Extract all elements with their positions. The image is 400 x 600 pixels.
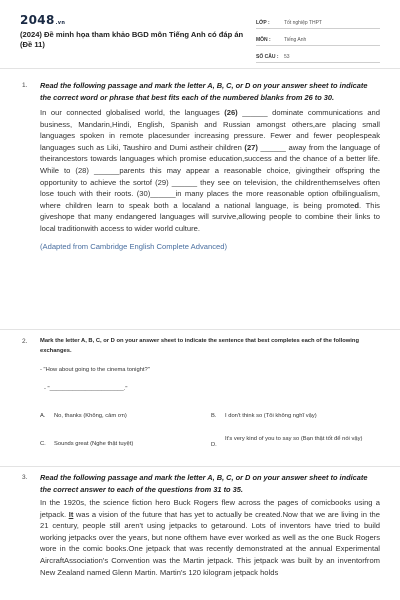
passage-bold-letter: d [354,200,360,210]
section-divider [0,329,400,330]
blank-27: (27) [244,142,258,152]
document-meta [256,14,380,65]
question-instruction: Mark the letter A, B, C, or D on your answer sheet to indicate the sentence that best completes each of the following exchanges. [40,338,359,354]
exchange-response: - "_______________________." [44,386,128,392]
meta-value: Tiếng Anh [284,37,307,43]
question-body [40,337,380,394]
passage-text: ______ dominate communications and business, Mandarin,Hindi, English, Spanish and Russian amongst others,are placing small languages spoken in remote placesunder increasing pressure. Fewer and fewer peoplespeak languages such as Liki, Taushiro and Dumi astheir children [40,108,380,152]
passage-text: . This giveshope that many endangered languages will survive,allowing people to combine their links to local traditionwith access to wider world culture. [40,200,380,233]
passage-text: In our connected globalised world, the languages [40,108,225,117]
passage-text: was a vision of the future that has yet to actually be created.Now that we are living in the 21 century, people still aren't using jetpacks to getaround. Lots of inventors have tried to build working jetpacks over the years, but none ofthem have ever worked as well as the one Buck Rogers wore in the comic books.One jetpack that was recently demonstrated at the annual Experimental AircraftAssociation's Convention was the Martin jetpack. This jetpack was built by an inventorfrom New Zealand named Glenn Martin. Martin's 120 kilogram jetpack holds [40,509,381,577]
option-letter: A. [40,413,46,419]
meta-row-subject [256,31,380,46]
logo-main: 2048 [20,13,55,27]
reading-passage [40,497,380,578]
option-text: I don't think so (Tôi không nghĩ vậy) [225,413,317,419]
question-instruction: Read the following passage and mark the letter A, B, C, or D on your answer sheet to indicate the correct answer to each of the questions from 31 to 35. [40,473,368,494]
underlined-word: It [68,509,74,519]
passage-source: (Adapted from Cambridge English Complete Advanced) [40,241,227,251]
exchange-prompt: - "How about going to the cinema tonight?" [40,367,150,373]
option-text: No, thanks (Không, cảm ơn) [54,413,127,419]
meta-row-count [256,48,380,63]
page-header [0,0,400,60]
option-letter: B. [211,413,217,419]
section-divider [0,466,400,467]
passage-text: ______ away from the language of theirancestors towards languages which promise education,success and the chance of a better life. While to (28) ______parents this may appear a reasonable choice, givingtheir offspring the opportunity to achieve the sortof (29) ______ they see on television, the childrenthemselves often lose touch with their roots. (30)______in many places the more reasonable option ofbilingualism, where children learn to speak both a localand a national language, is being promote [40,142,380,210]
section-divider [0,68,400,69]
question-number: 1. [22,82,28,89]
option-text: It's very kind of you to say so (Bạn thật tốt để nói vậy) [225,436,363,442]
reading-passage [40,107,380,235]
option-letter: C. [40,441,46,447]
passage-text: In the 1920s, the science fiction hero Buck Rogers flew across the pages of comicbooks using a jetpack. [40,498,380,519]
question-body [40,472,380,578]
question-number: 2. [22,338,28,345]
meta-label: MÔN : [256,37,271,43]
option-letter: D. [211,442,217,448]
logo-suffix: .vn [55,20,66,26]
meta-value: Tốt nghiệp THPT [284,20,322,26]
meta-row-class [256,14,380,29]
option-d[interactable] [211,434,381,456]
meta-label: LỚP : [256,20,270,26]
question-number: 3. [22,474,28,481]
meta-label: SỐ CÂU : [256,54,279,60]
meta-value: 53 [284,54,290,60]
document-title: (2024) Đề minh họa tham khảo BGD môn Tiếng Anh có đáp án (Đề 11) [20,30,244,49]
blank-26: (26) [224,108,238,117]
option-text: Sounds great (Nghe thật tuyệt) [54,441,134,447]
site-logo[interactable] [20,13,65,27]
question-body [40,80,380,252]
question-instruction: Read the following passage and mark the letter A, B, C, or D on your answer sheet to indicate the correct word or phrase that best fits each of the numbered blanks from 26 to 30. [40,81,368,102]
